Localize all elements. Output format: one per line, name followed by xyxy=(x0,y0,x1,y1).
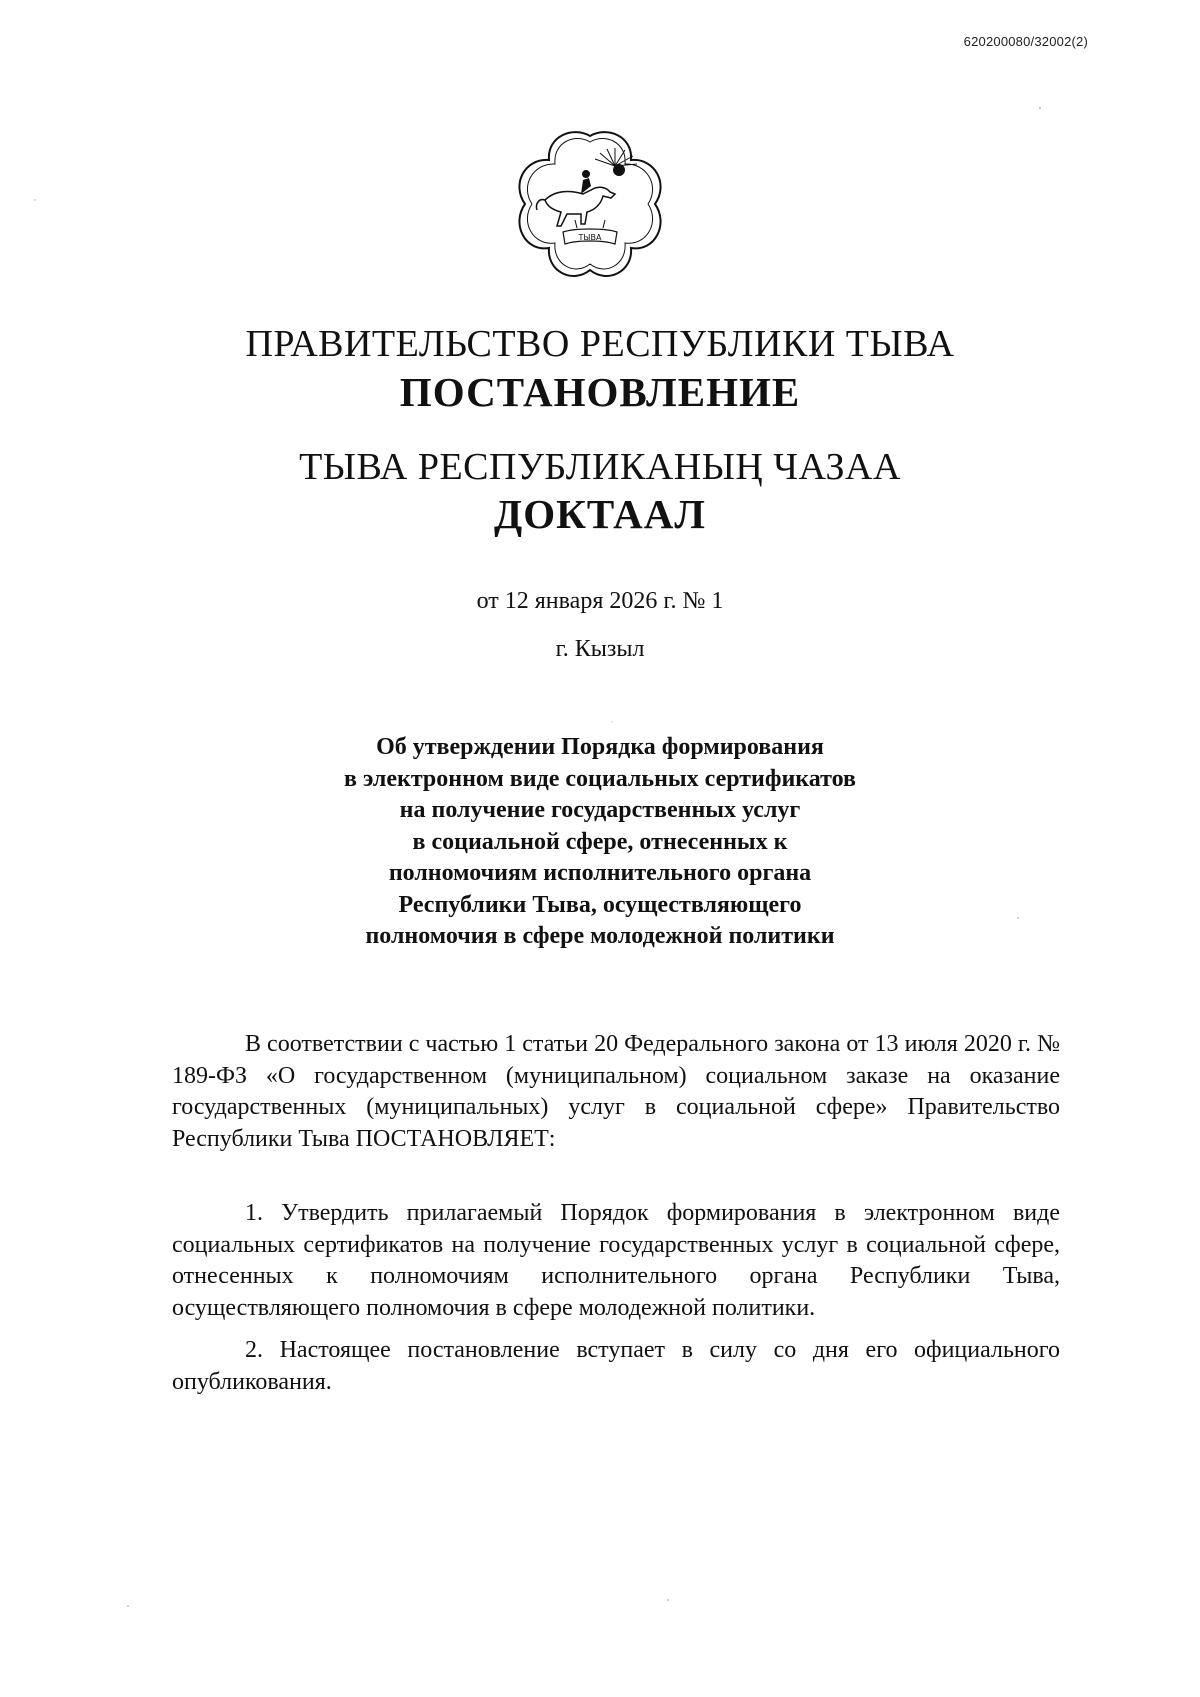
title-line: на получение государственных услуг xyxy=(399,797,801,823)
title-line: в социальной сфере, отнесенных к xyxy=(412,828,788,855)
title-line: полномочия в сфере молодежной политики xyxy=(365,923,835,949)
government-title-tyv: ТЫВА РЕСПУБЛИКАНЫҢ ЧАЗАА xyxy=(299,446,901,488)
title-line: Об утверждении Порядка формирования xyxy=(376,734,824,760)
decree-title-tyv: ДОКТААЛ xyxy=(494,491,706,537)
clause-1-paragraph: 1. Утвердить прилагаемый Порядок формирования в электронном виде социальных сертификатов на получение государственных услуг в социальной сфере, отнесенных к полномочиям исполнительного органа Республики Тыва, осуществляющего полномочия в сфере молодежной политики. xyxy=(172,1200,1060,1321)
title-line: в электронном виде социальных сертификатов xyxy=(343,765,856,792)
decree-title-ru: ПОСТАНОВЛЕНИЕ xyxy=(399,369,801,415)
title-line: Республики Тыва, осуществляющего xyxy=(398,891,802,918)
decree-subject-title xyxy=(0,732,1200,953)
decree-city: г. Кызыл xyxy=(555,636,645,662)
svg-text:ТЫВА: ТЫВА xyxy=(578,233,602,242)
title-line: полномочиям исполнительного органа xyxy=(388,860,812,886)
government-title-ru: ПРАВИТЕЛЬСТВО РЕСПУБЛИКИ ТЫВА xyxy=(245,323,955,365)
document-code: 620200080/32002(2) xyxy=(963,34,1088,49)
decree-date-number: от 12 января 2026 г. № 1 xyxy=(476,588,724,614)
clause-2-paragraph: 2. Настоящее постановление вступает в силу со дня его официального опубликования. xyxy=(172,1337,1060,1395)
tuva-coat-of-arms-icon xyxy=(515,128,665,283)
preamble-paragraph: В соответствии с частью 1 статьи 20 Федерального закона от 13 июля 2020 г. № 189-ФЗ «О государственном (муниципальном) социальном заказе на оказание государственных (муниципальных) услуг в социальной сфере» Правительство Республики Тыва ПОСТАНОВЛЯЕТ: xyxy=(172,1031,1060,1152)
